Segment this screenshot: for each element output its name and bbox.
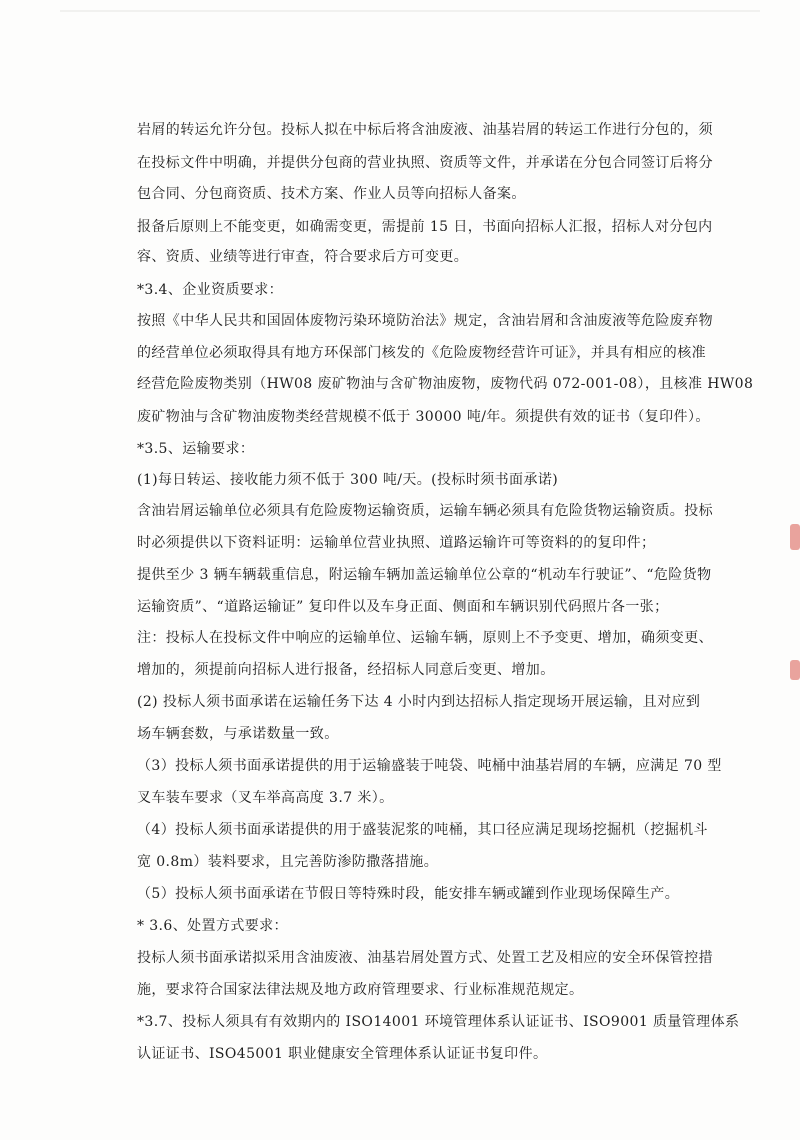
text-line: 认证证书、ISO45001 职业健康安全管理体系认证证书复印件。 [137, 1046, 548, 1062]
text-line: 经营危险废物类别（HW08 废矿物油与含矿物油废物，废物代码 072-001-08），且核准 HW08 [137, 376, 754, 392]
text-line: 在投标文件中明确，并提供分包商的营业执照、资质等文件，并承诺在分包合同签订后将分 [137, 155, 713, 171]
text-line: 废矿物油与含矿物油废物类经营规模不低于 30000 吨/年。须提供有效的证书（复印件）。 [137, 409, 710, 425]
text-line: （4）投标人须书面承诺提供的用于盛装泥浆的吨桶，其口径应满足现场挖掘机（挖掘机斗 [137, 822, 708, 838]
text-line: 宽 0.8m）装料要求，且完善防渗防撒落措施。 [137, 854, 439, 870]
text-line: 提供至少 3 辆车辆载重信息，附运输车辆加盖运输单位公章的“机动车行驶证”、“危险货物 [137, 567, 712, 583]
text-line: (1)每日转运、接收能力须不低于 300 吨/天。(投标时须书面承诺) [137, 472, 559, 488]
text-line: 施，要求符合国家法律法规及地方政府管理要求、行业标准规范规定。 [137, 982, 584, 998]
text-line: 增加的，须提前向招标人进行报备，经招标人同意后变更、增加。 [137, 662, 555, 678]
text-line: （5）投标人须书面承诺在节假日等特殊时段，能安排车辆或罐到作业现场保障生产。 [137, 886, 680, 902]
text-line: 时必须提供以下资料证明：运输单位营业执照、道路运输许可等资料的的复印件； [137, 535, 656, 551]
text-line: 运输资质”、“道路运输证” 复印件以及车身正面、侧面和车辆识别代码照片各一张； [137, 599, 669, 615]
section-heading-3-7: *3.7、投标人须具有有效期内的 ISO14001 环境管理体系认证证书、ISO9001 质量管理体系 [137, 1014, 740, 1030]
stamp-edge-mark [790, 524, 800, 550]
text-line: 注：投标人在投标文件中响应的运输单位、运输车辆，原则上不予变更、增加，确须变更、 [137, 630, 713, 646]
text-line: 报备后原则上不能变更，如确需变更，需提前 15 日，书面向招标人汇报，招标人对分包内 [137, 219, 713, 235]
text-line: 投标人须书面承诺拟采用含油废液、油基岩屑处置方式、处置工艺及相应的安全环保管控措 [137, 950, 713, 966]
text-line: 的经营单位必须取得具有地方环保部门核发的《危险废物经营许可证》，并具有相应的核准 [137, 345, 706, 361]
text-line: 含油岩屑运输单位必须具有危险废物运输资质，运输车辆必须具有危险货物运输资质。投标 [137, 503, 713, 519]
text-line: 场车辆套数，与承诺数量一致。 [137, 726, 339, 742]
text-line: 叉车装车要求（叉车举高高度 3.7 米）。 [137, 790, 394, 806]
text-line: 容、资质、业绩等进行审查，符合要求后方可变更。 [137, 249, 469, 265]
text-line: 岩屑的转运允许分包。投标人拟在中标后将含油废液、油基岩屑的转运工作进行分包的，须 [137, 122, 713, 138]
text-line: 包合同、分包商资质、技术方案、作业人员等向招标人备案。 [137, 186, 526, 202]
scan-edge [60, 10, 760, 12]
stamp-edge-mark [790, 660, 800, 680]
section-heading-3-5: *3.5、运输要求： [137, 441, 255, 457]
text-line: 按照《中华人民共和国固体废物污染环境防治法》规定，含油岩屑和含油废液等危险废弃物 [137, 313, 713, 329]
text-line: (2) 投标人须书面承诺在运输任务下达 4 小时内到达招标人指定现场开展运输，且对应到 [137, 694, 701, 710]
section-heading-3-6: * 3.6、处置方式要求： [137, 918, 288, 934]
section-heading-3-4: *3.4、企业资质要求： [137, 282, 284, 298]
text-line: （3）投标人须书面承诺提供的用于运输盛装于吨袋、吨桶中油基岩屑的车辆，应满足 70 型 [137, 758, 722, 774]
